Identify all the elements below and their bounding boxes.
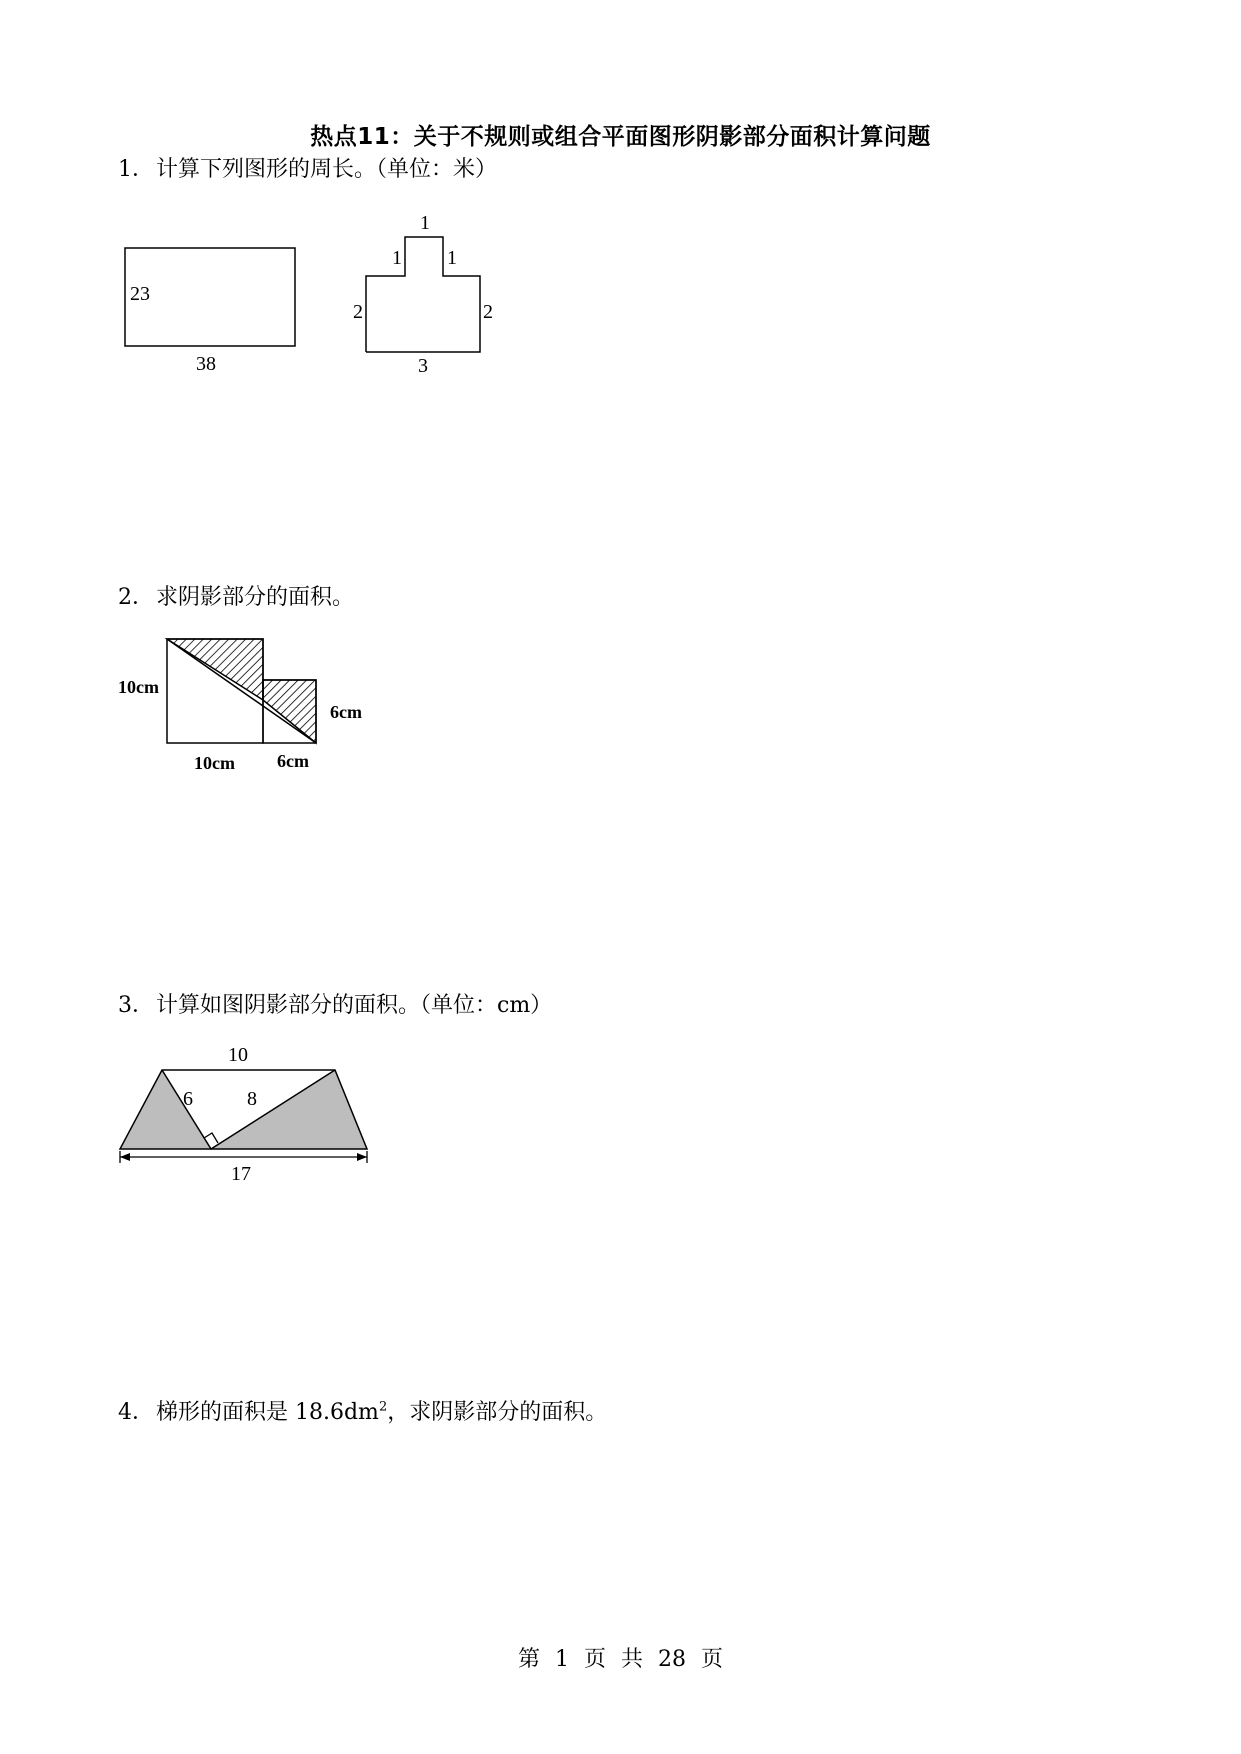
question-text: 计算如图阴影部分的面积。（单位：cm） bbox=[156, 993, 553, 1018]
question-text: 计算下列图形的周长。（单位：米） bbox=[156, 157, 498, 182]
question-number: 2． bbox=[118, 585, 154, 610]
figure-step-shape bbox=[350, 210, 510, 380]
step-bottom-label: 3 bbox=[418, 355, 428, 377]
page-title: 热点11：关于不规则或组合平面图形阴影部分面积计算问题 bbox=[310, 124, 931, 150]
question-4 bbox=[118, 1395, 607, 1426]
figure-rectangle bbox=[110, 210, 310, 380]
figure-trapezoid bbox=[110, 1040, 380, 1200]
question-3 bbox=[118, 988, 552, 1019]
shaded-triangle-left bbox=[120, 1070, 211, 1149]
shaded-triangle-right bbox=[211, 1070, 367, 1149]
right-leg-label: 8 bbox=[247, 1088, 257, 1110]
question-1 bbox=[118, 152, 497, 183]
left-leg-label: 6 bbox=[183, 1088, 193, 1110]
big-width-label: 10cm bbox=[194, 753, 235, 773]
question-number: 1． bbox=[118, 157, 154, 182]
page-footer: 第 1 页 共 28 页 bbox=[518, 1647, 723, 1672]
question-text-after: ，求阴影部分的面积。 bbox=[387, 1400, 608, 1425]
step-right-label: 2 bbox=[483, 301, 493, 323]
arrow-right bbox=[357, 1153, 367, 1161]
rect-height-label: 23 bbox=[130, 283, 150, 305]
step-left-label: 2 bbox=[353, 301, 363, 323]
rectangle-shape bbox=[125, 248, 295, 346]
question-text-before: 梯形的面积是 18.6dm bbox=[156, 1400, 379, 1425]
arrow-left bbox=[120, 1153, 130, 1161]
figure-two-squares bbox=[110, 630, 400, 780]
superscript: 2 bbox=[378, 1399, 388, 1415]
question-2 bbox=[118, 580, 354, 611]
step-neck-right-label: 1 bbox=[447, 247, 457, 269]
bottom-label: 17 bbox=[231, 1163, 251, 1185]
step-top-label: 1 bbox=[420, 212, 430, 234]
rect-width-label: 38 bbox=[196, 353, 216, 375]
question-number: 3． bbox=[118, 993, 154, 1018]
step-shape bbox=[366, 237, 480, 352]
small-width-label: 6cm bbox=[277, 751, 309, 771]
big-height-label: 10cm bbox=[118, 677, 159, 697]
step-neck-left-label: 1 bbox=[392, 247, 402, 269]
question-text: 求阴影部分的面积。 bbox=[156, 585, 355, 610]
top-label: 10 bbox=[228, 1044, 248, 1066]
question-number: 4． bbox=[118, 1400, 154, 1425]
small-height-label: 6cm bbox=[330, 702, 362, 722]
